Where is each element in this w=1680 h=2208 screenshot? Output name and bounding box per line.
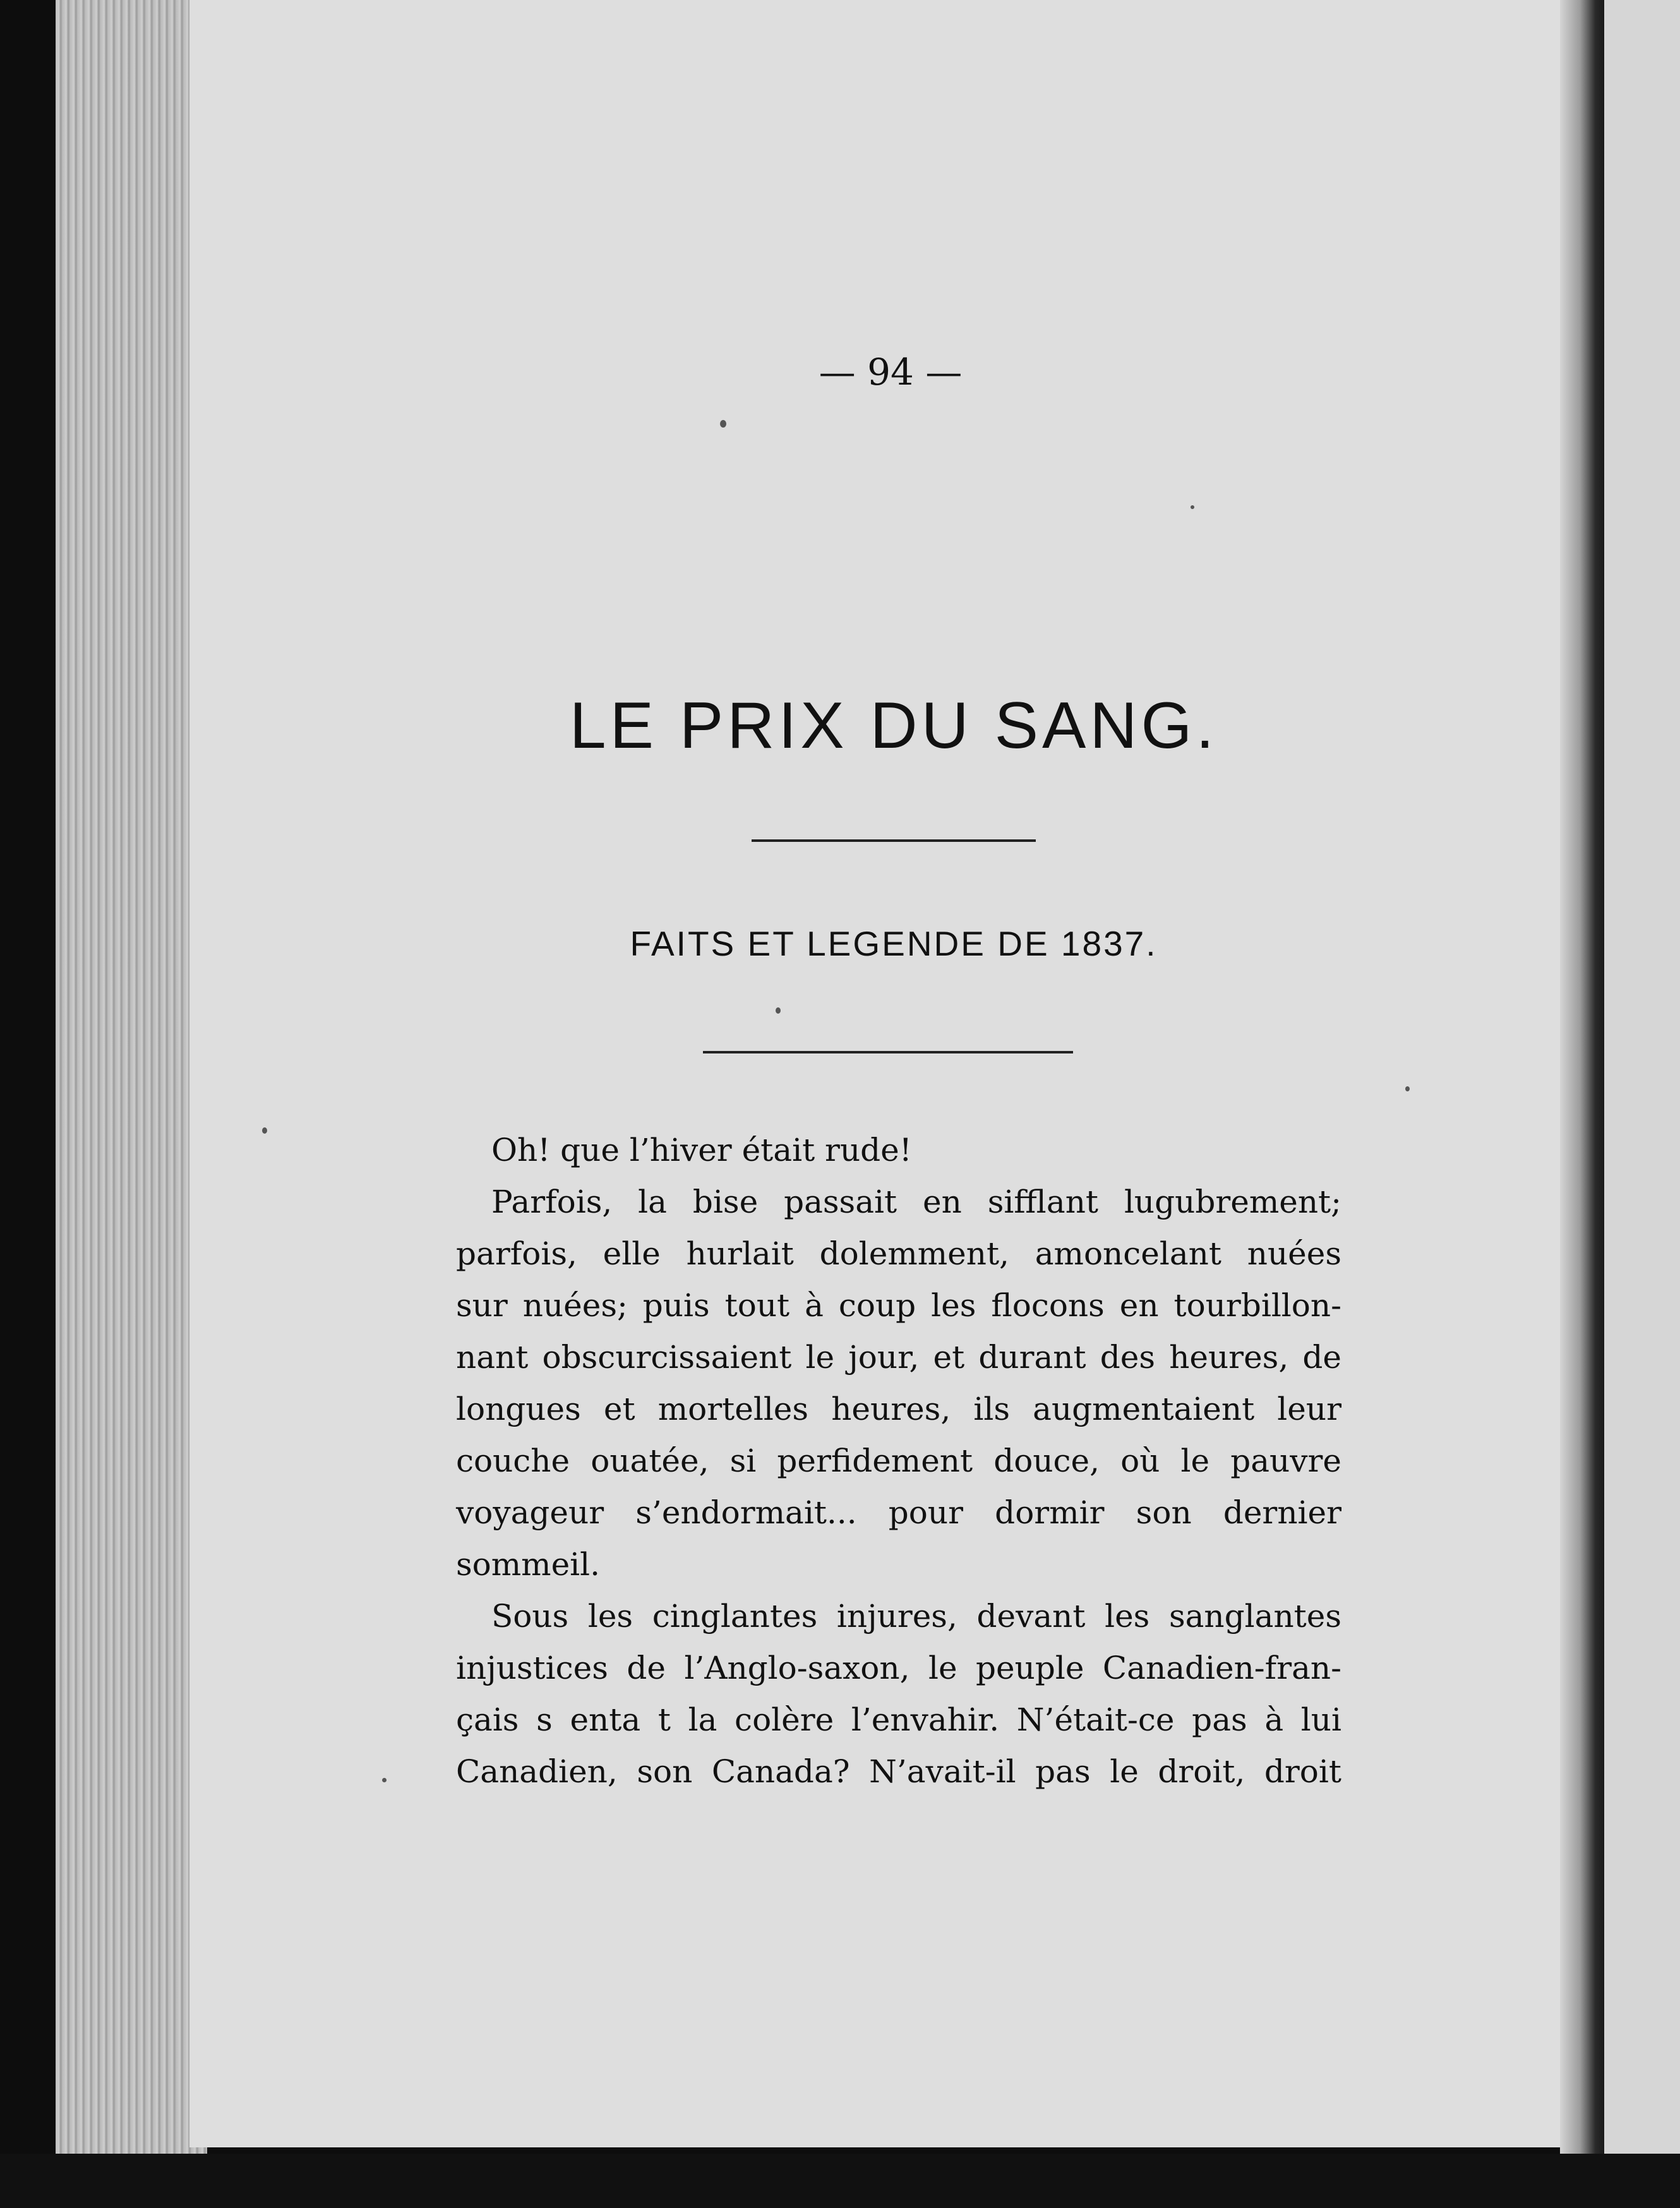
chapter-subtitle: FAITS ET LEGENDE DE 1837. <box>630 924 1158 963</box>
body-text <box>456 1124 1341 1797</box>
text-line: sommeil. <box>456 1546 601 1583</box>
paper-speck <box>382 1778 387 1782</box>
page-number: — 94 — <box>819 351 963 393</box>
text-line: nant obscurcissaient le jour, et durant des heures, de <box>456 1339 1341 1376</box>
next-page-edge <box>1604 0 1680 2154</box>
book-gutter <box>1560 0 1604 2154</box>
text-line: Oh! que l’hiver était rude! <box>491 1132 912 1168</box>
scan-border <box>0 2154 1680 2208</box>
paper-speck <box>776 1007 781 1014</box>
page-edges <box>56 0 207 2154</box>
paper-speck <box>1191 505 1194 509</box>
chapter-title: LE PRIX DU SANG. <box>569 689 1218 762</box>
text-line: sur nuées; puis tout à coup les flocons en tourbillon- <box>456 1287 1341 1324</box>
text-line: Canadien, son Canada? N’avait-il pas le droit, droit <box>456 1753 1341 1790</box>
text-line: Parfois, la bise passait en sifflant lugubrement; <box>491 1184 1341 1220</box>
text-line: voyageur s’endormait... pour dormir son dernier <box>456 1494 1341 1531</box>
text-line: parfois, elle hurlait dolemment, amoncelant nuées <box>456 1235 1341 1272</box>
paper-speck <box>720 420 726 428</box>
text-line: Sous les cinglantes injures, devant les sanglantes <box>491 1598 1341 1635</box>
subtitle-rule <box>703 1051 1073 1053</box>
text-line: injustices de l’Anglo-saxon, le peuple Canadien-fran- <box>456 1650 1341 1686</box>
title-rule <box>752 839 1036 842</box>
paper-speck <box>1405 1086 1410 1091</box>
text-line: çais s enta t la colère l’envahir. N’était-ce pas à lui <box>456 1701 1341 1738</box>
text-line: couche ouatée, si perfidement douce, où le pauvre <box>456 1443 1341 1479</box>
paper-speck <box>262 1127 267 1134</box>
text-line: longues et mortelles heures, ils augmentaient leur <box>456 1391 1341 1427</box>
book-page <box>189 0 1580 2147</box>
